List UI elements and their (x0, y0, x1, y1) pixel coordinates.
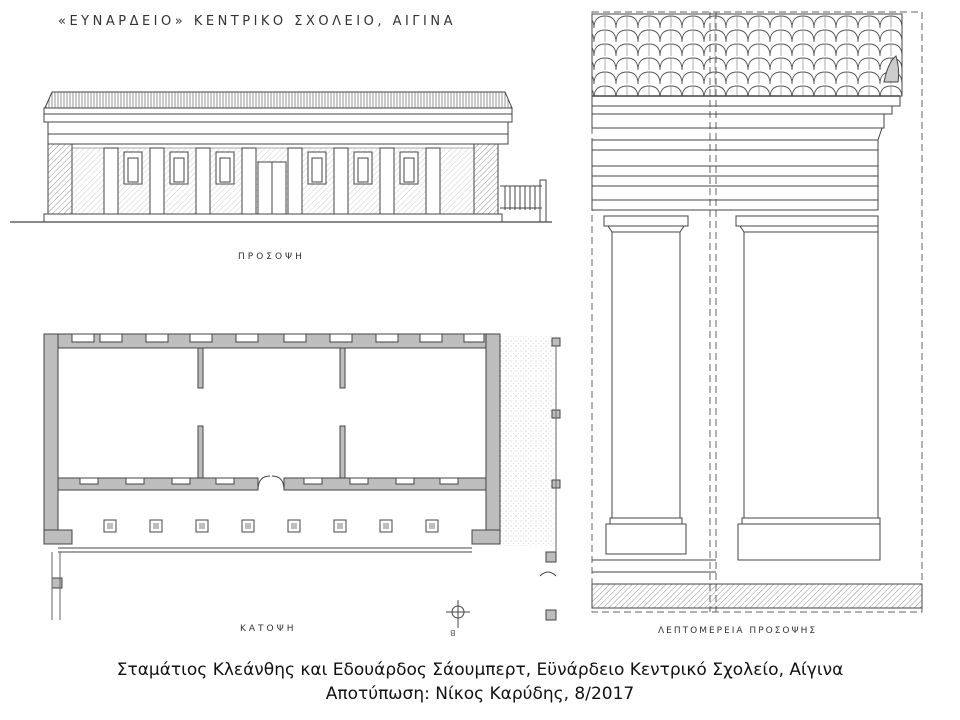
detail-left-column (612, 232, 680, 518)
detail-right-column (744, 232, 878, 518)
elevation-base (44, 214, 502, 222)
detail-cornice (592, 96, 900, 140)
plan-label: ΚΑΤΟΨΗ (240, 624, 297, 634)
plan-outer-walls (44, 334, 500, 544)
plan-drawing (44, 334, 560, 628)
elevation-cornice (44, 108, 512, 122)
elevation-left-pilaster (48, 144, 72, 214)
elevation-fence (500, 180, 546, 222)
detail-drawing (592, 12, 922, 612)
plan-courtyard (500, 336, 558, 546)
elevation-label: ΠΡΟΣΟΨΗ (238, 252, 305, 262)
detail-ground (592, 584, 922, 608)
detail-border (592, 12, 922, 612)
sheet-title: «ΕΥΝΑΡΔΕΙΟ» ΚΕΝΤΡΙΚΟ ΣΧΟΛΕΙΟ, ΑΙΓΙΝΑ (58, 14, 457, 29)
detail-capitals (604, 216, 878, 232)
compass-letter: B (450, 628, 456, 637)
compass-icon (446, 600, 470, 628)
caption-line-2: Αποτύπωση: Νίκος Καρύδης, 8/2017 (325, 684, 635, 704)
detail-frieze (592, 140, 878, 210)
elevation-right-pilaster (474, 144, 498, 214)
detail-roof-tiles (592, 14, 902, 96)
elevation-drawing (10, 92, 552, 222)
plan-corridor-windows (80, 478, 458, 484)
detail-label: ΛΕΠΤΟΜΕΡΕΙΑ ΠΡΟΣΟΨΗΣ (658, 626, 818, 636)
caption-line-1: Σταμάτιος Κλεάνθης και Εδουάρδος Σάουμπερτ, Εϋνάρδειο Κεντρικό Σχολείο, Αίγινα (116, 660, 844, 680)
plan-door-swing (258, 476, 284, 490)
detail-steps (592, 560, 900, 584)
detail-bases (606, 518, 880, 560)
elevation-frieze (48, 122, 508, 144)
elevation-roof (45, 92, 512, 108)
plan-corridor-wall (58, 478, 486, 490)
plan-partitions (198, 348, 345, 478)
